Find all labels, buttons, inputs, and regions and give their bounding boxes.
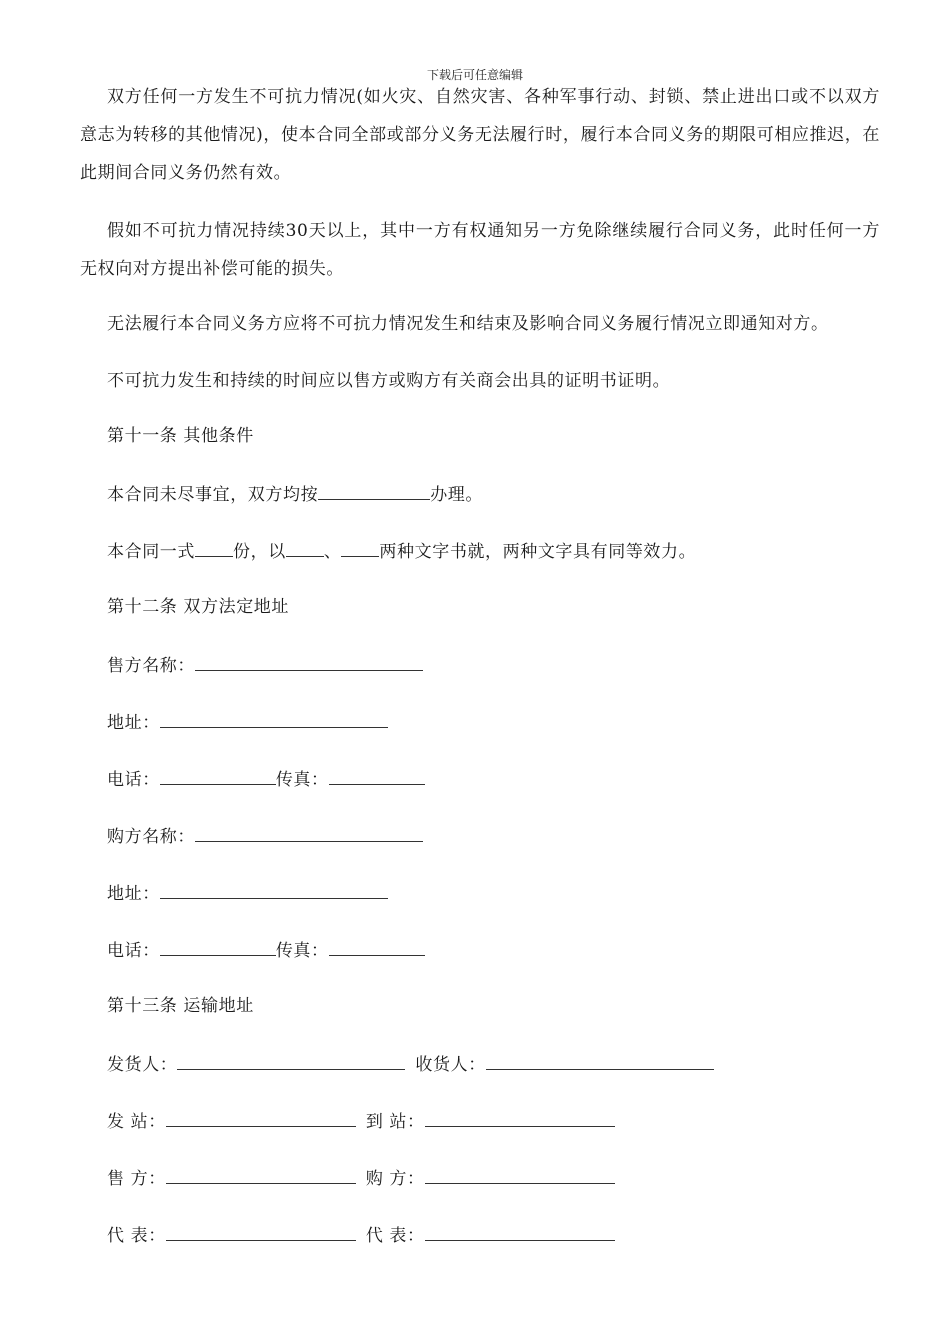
shipper-label: 发货人： — [107, 1055, 178, 1075]
arrival-station-label: 到 站： — [365, 1112, 425, 1132]
buyer-fax-blank[interactable] — [329, 937, 425, 956]
force-majeure-duration-paragraph: 假如不可抗力情况持续30天以上，其中一方有权通知另一方免除继续履行合同义务，此时任何一方无权向对方提出补偿可能的损失。 — [80, 221, 880, 279]
seller-representative-blank[interactable] — [166, 1222, 356, 1241]
buyer-fax-label: 传真： — [275, 941, 329, 961]
languages-label: 份，以 — [233, 542, 286, 562]
seller-address-label: 地址： — [107, 713, 160, 733]
buyer-party-label: 购 方： — [365, 1169, 425, 1189]
departure-station-label: 发 站： — [107, 1112, 166, 1132]
buyer-phone-blank[interactable] — [160, 937, 276, 956]
seller-phone-blank[interactable] — [160, 766, 276, 785]
station-row — [107, 1108, 615, 1134]
certificate-paragraph: 不可抗力发生和持续的时间应以售方或购方有关商会出具的证明书证明。 — [107, 371, 671, 391]
party-row — [107, 1165, 615, 1191]
seller-party-label: 售 方： — [107, 1169, 166, 1189]
language-separator: 、 — [323, 542, 342, 562]
seller-phone-row — [107, 766, 425, 792]
notification-paragraph: 无法履行本合同义务方应将不可抗力情况发生和结束及影响合同义务履行情况立即通知对方。 — [107, 314, 829, 334]
departure-station-blank[interactable] — [166, 1108, 356, 1127]
article-13-title: 第十三条 运输地址 — [107, 996, 254, 1016]
seller-name-label: 售方名称： — [107, 656, 195, 676]
buyer-phone-label: 电话： — [107, 941, 160, 961]
buyer-phone-row — [107, 937, 425, 963]
article-11-line-2 — [107, 538, 696, 564]
seller-name-row — [107, 652, 423, 678]
representative-row — [107, 1222, 615, 1248]
buyer-address-label: 地址： — [107, 884, 160, 904]
buyer-party-blank[interactable] — [425, 1165, 615, 1184]
buyer-address-row — [107, 880, 388, 906]
buyer-address-blank[interactable] — [160, 880, 388, 899]
article-12-title: 第十二条 双方法定地址 — [107, 597, 290, 617]
seller-fax-blank[interactable] — [329, 766, 425, 785]
buyer-name-row — [107, 823, 423, 849]
seller-representative-label: 代 表： — [107, 1226, 166, 1246]
seller-address-row — [107, 709, 388, 735]
seller-phone-label: 电话： — [107, 770, 160, 790]
language-1-blank[interactable] — [286, 538, 324, 557]
handling-basis-blank[interactable] — [318, 481, 430, 500]
seller-name-blank[interactable] — [195, 652, 423, 671]
buyer-representative-label: 代 表： — [365, 1226, 425, 1246]
arrival-station-blank[interactable] — [425, 1108, 615, 1127]
copies-blank[interactable] — [195, 538, 233, 557]
buyer-name-blank[interactable] — [195, 823, 423, 842]
consignee-blank[interactable] — [486, 1051, 714, 1070]
article-11-line-1-label: 本合同未尽事宜，双方均按 — [107, 485, 319, 505]
consignee-label: 收货人： — [415, 1055, 486, 1075]
article-11-line-2-suffix: 两种文字书就，两种文字具有同等效力。 — [379, 542, 697, 562]
seller-address-blank[interactable] — [160, 709, 388, 728]
buyer-representative-blank[interactable] — [425, 1222, 615, 1241]
shipper-blank[interactable] — [177, 1051, 405, 1070]
buyer-name-label: 购方名称： — [107, 827, 195, 847]
article-11-line-1 — [107, 481, 483, 507]
article-11-line-1-suffix: 办理。 — [430, 485, 484, 505]
seller-party-blank[interactable] — [166, 1165, 356, 1184]
copies-label: 本合同一式 — [107, 542, 195, 562]
force-majeure-paragraph: 双方任何一方发生不可抗力情况(如火灾、自然灾害、各种军事行动、封锁、禁止进出口或不以双方意志为转移的其他情况)，使本合同全部或部分义务无法履行时，履行本合同义务的期限可相应推迟，在此期间合同义务仍然有效。 — [80, 87, 880, 183]
shipper-row — [107, 1051, 714, 1077]
seller-fax-label: 传真： — [275, 770, 329, 790]
article-11-title: 第十一条 其他条件 — [107, 426, 254, 446]
language-2-blank[interactable] — [341, 538, 379, 557]
header-note: 下载后可任意编辑 — [426, 68, 523, 82]
